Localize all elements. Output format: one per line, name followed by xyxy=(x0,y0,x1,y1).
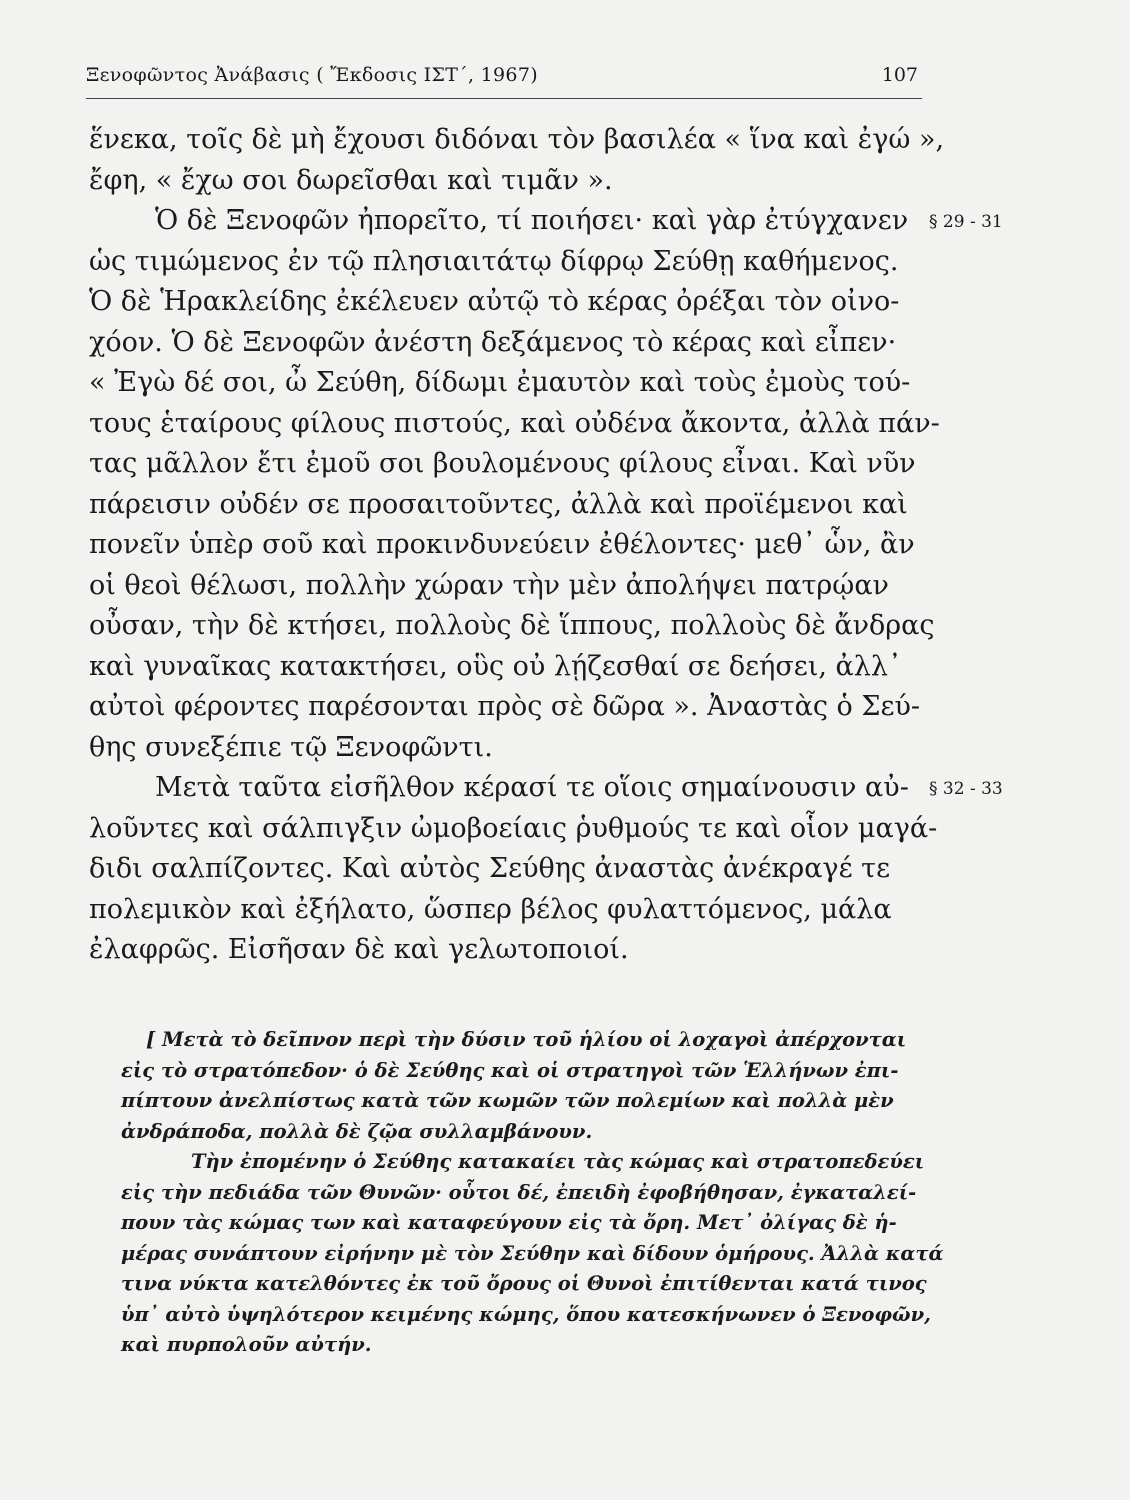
text-line-content: Μετὰ ταῦτα εἰσῆλθον κέρασί τε οἵοις σημαίνουσιν αὐ- xyxy=(155,772,909,803)
text-line: ὡς τιμώμενος ἐν τῷ πλησιαιτάτῳ δίφρῳ Σεύθῃ καθήμενος. xyxy=(89,245,899,277)
summary-line: τινα νύκτα κατελθόντες ἐκ τοῦ ὄρους οἱ Θυνοὶ ἐπιτίθενται κατά τινος xyxy=(121,1272,927,1295)
margin-section-ref: § 32 - 33 xyxy=(929,779,1003,799)
margin-section-ref: § 29 - 31 xyxy=(929,212,1003,232)
text-line: πολεμικὸν καὶ ἐξήλατο, ὥσπερ βέλος φυλαττόμενος, μάλα xyxy=(89,893,892,925)
text-line: καὶ γυναῖκας κατακτήσει, οὓς οὐ λῄζεσθαί σε δεήσει, ἀλλ᾽ xyxy=(89,650,902,682)
text-line: ἔφη, « ἔχω σοι δωρεῖσθαι καὶ τιμᾶν ». xyxy=(89,164,613,196)
summary-line: Τὴν ἐπομένην ὁ Σεύθης κατακαίει τὰς κώμας καὶ στρατοπεδεύει xyxy=(191,1150,925,1173)
text-line: ἐλαφρῶς. Εἰσῆσαν δὲ καὶ γελωτοποιοί. xyxy=(89,934,629,965)
text-line: πάρεισιν οὐδέν σε προσαιτοῦντες, ἀλλὰ καὶ προϊέμενοι καὶ xyxy=(89,488,908,520)
summary-line: εἰς τὴν πεδιάδα τῶν Θυνῶν· οὗτοι δέ, ἐπειδὴ ἐφοβήθησαν, ἐγκαταλεί- xyxy=(121,1180,917,1204)
text-line-content: Ὁ δὲ Ξενοφῶν ἠπορεῖτο, τί ποιήσει· καὶ γὰρ ἐτύγχανεν xyxy=(155,205,909,236)
text-line: λοῦντες καὶ σάλπιγξιν ὠμοβοείαις ῥυθμούς τε καὶ οἷον μαγά- xyxy=(89,812,938,844)
summary-line: μέρας συνάπτουν εἰρήνην μὲ τὸν Σεύθην καὶ δίδουν ὁμήρους. Ἀλλὰ κατά xyxy=(121,1241,944,1265)
summary-line: ἀνδράποδα, πολλὰ δὲ ζῷα συλλαμβάνουν. xyxy=(121,1119,593,1143)
page-number: 107 xyxy=(881,64,918,86)
summary-line: ὑπ᾽ αὐτὸ ὑψηλότερον κειμένης κώμης, ὅπου κατεσκήνωνεν ὁ Ξενοφῶν, xyxy=(121,1302,931,1326)
header-title: Ξενοφῶντος Ἀνάβασις ( Ἔκδοσις ΙΣΤ΄, 1967) xyxy=(86,64,538,86)
text-line: αὐτοὶ φέροντες παρέσονται πρὸς σὲ δῶρα ». Ἀναστὰς ὁ Σεύ- xyxy=(89,691,920,722)
summary-line: εἰς τὸ στρατόπεδον· ὁ δὲ Σεύθης καὶ οἱ στρατηγοὶ τῶν Ἑλλήνων ἐπι- xyxy=(121,1058,899,1082)
text-line: πονεῖν ὑπὲρ σοῦ καὶ προκινδυνεύειν ἐθέλοντες· μεθ᾽ ὧν, ἂν xyxy=(89,529,915,560)
summary-line: πίπτουν ἀνελπίστως κατὰ τῶν κωμῶν τῶν πολεμίων καὶ πολλὰ μὲν xyxy=(121,1089,894,1112)
summary-line: [ Μετὰ τὸ δεῖπνον περὶ τὴν δύσιν τοῦ ἡλίου οἱ λοχαγοὶ ἀπέρχονται xyxy=(146,1028,907,1051)
text-line xyxy=(89,201,1003,242)
text-line: οὖσαν, τὴν δὲ κτήσει, πολλοὺς δὲ ἵππους, πολλοὺς δὲ ἄνδρας xyxy=(89,610,935,641)
text-line: τους ἑταίρους φίλους πιστούς, καὶ οὐδένα ἄκοντα, ἀλλὰ πάν- xyxy=(89,407,940,439)
summary-line: πουν τὰς κώμας των καὶ καταφεύγουν εἰς τὰ ὄρη. Μετ᾽ ὀλίγας δὲ ἡ- xyxy=(121,1211,897,1234)
summary-line: καὶ πυρπολοῦν αὐτήν. xyxy=(121,1333,372,1356)
main-text xyxy=(89,120,1003,971)
text-line: Ὁ δὲ Ἡρακλείδης ἐκέλευεν αὐτῷ τὸ κέρας ὀρέξαι τὸν οἰνο- xyxy=(89,286,900,317)
text-line: τας μᾶλλον ἔτι ἐμοῦ σοι βουλομένους φίλους εἶναι. Καὶ νῦν xyxy=(89,448,916,479)
text-line: « Ἐγὼ δέ σοι, ὦ Σεύθη, δίδωμι ἐμαυτὸν καὶ τοὺς ἐμοὺς τού- xyxy=(89,367,911,398)
summary-block xyxy=(121,1025,944,1361)
text-line: οἱ θεοὶ θέλωσι, πολλὴν χώραν τὴν μὲν ἀπολήψει πατρῴαν xyxy=(89,569,889,601)
text-line xyxy=(89,768,1003,809)
running-header xyxy=(86,62,922,99)
text-line: χόον. Ὁ δὲ Ξενοφῶν ἀνέστη δεξάμενος τὸ κέρας καὶ εἶπεν· xyxy=(89,326,897,358)
text-line: ἕνεκα, τοῖς δὲ μὴ ἔχουσι διδόναι τὸν βασιλέα « ἵνα καὶ ἐγώ », xyxy=(89,124,945,155)
text-line: διδι σαλπίζοντες. Καὶ αὐτὸς Σεύθης ἀναστὰς ἀνέκραγέ τε xyxy=(89,853,891,884)
text-line: θης συνεξέπιε τῷ Ξενοφῶντι. xyxy=(89,731,493,763)
